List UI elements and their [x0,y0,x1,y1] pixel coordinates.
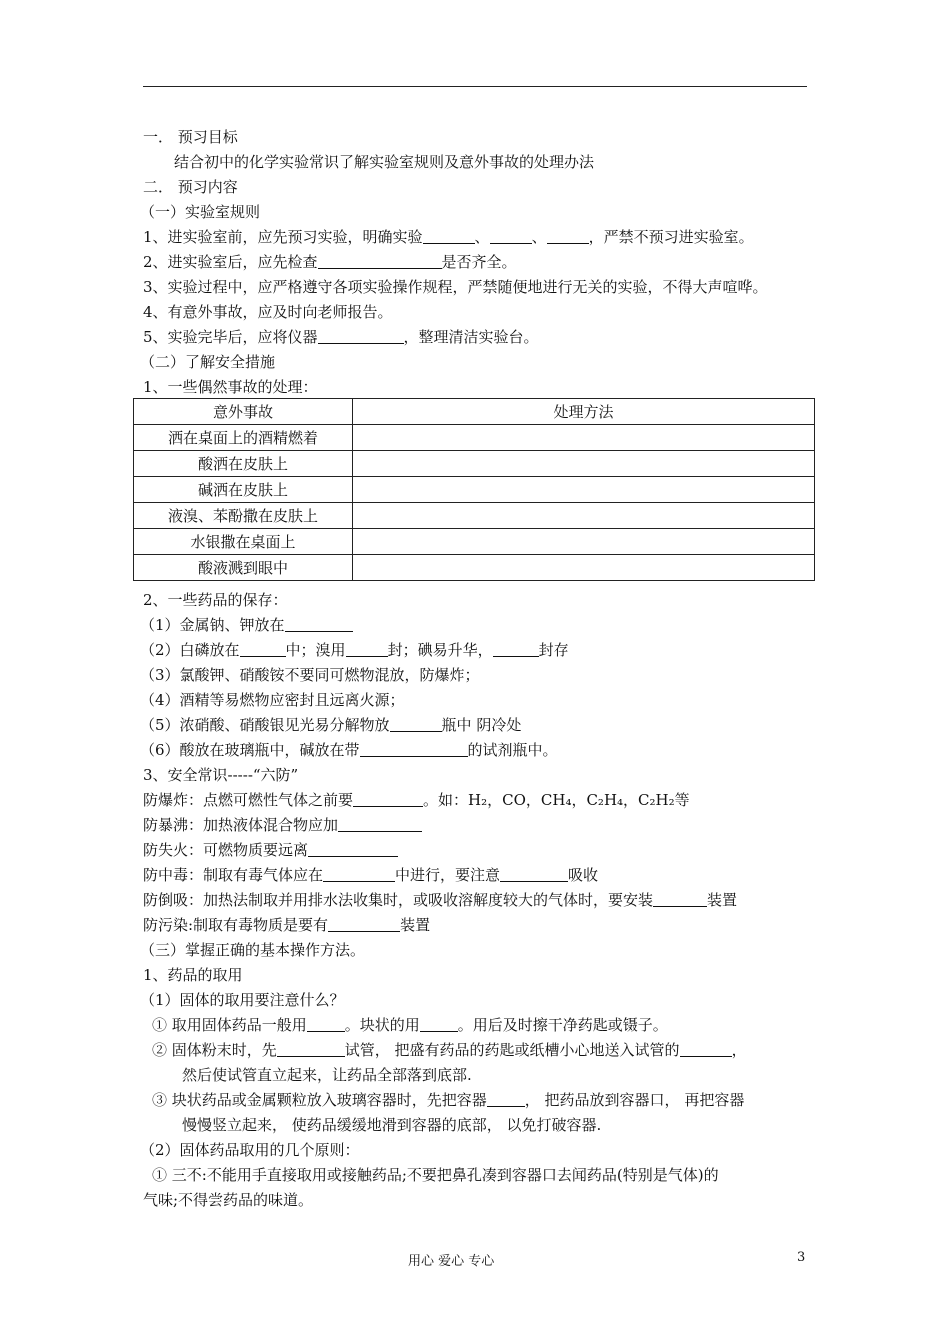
blank[interactable] [346,641,388,657]
rule-5: 5、实验完毕后，应将仪器 ，整理清洁实验台。 [143,328,539,346]
safety-boiling: 防暴沸：加热液体混合物应加 [143,815,422,835]
blank[interactable] [390,716,442,732]
solid-answer-2: ② 固体粉末时，先 试管， 把盛有药品的药匙或纸槽小心地送入试管的 ， [152,1041,747,1059]
blank[interactable] [277,1041,345,1057]
blank[interactable] [360,741,468,757]
table-row [134,451,815,477]
storage-4: （4）酒精等易燃物应密封且远离火源； [140,691,405,709]
method-cell[interactable] [353,425,815,451]
blank[interactable] [323,866,395,882]
blank[interactable] [420,1016,458,1032]
method-cell[interactable] [353,555,815,581]
blank[interactable] [487,1091,525,1107]
accident-cell: 液溴、苯酚撒在皮肤上 [134,503,353,529]
column-header: 意外事故 [134,399,353,425]
column-header: 处理方法 [353,399,815,425]
header-rule [143,86,807,87]
blank[interactable] [318,328,404,344]
accident-cell: 碱洒在皮肤上 [134,477,353,503]
method-cell[interactable] [353,451,815,477]
rule-2: 2、进实验室后，应先检查 是否齐全。 [143,253,517,271]
safety-fire: 防失火：可燃物质要远离 [143,840,398,860]
part-2-title: （二）了解安全措施 [140,353,276,371]
table-row [134,477,815,503]
solid-answer-2-cont: 然后使试管直立起来，让药品全部落到底部. [182,1066,472,1084]
section-2-title: 二． 预习内容 [143,178,238,196]
method-cell[interactable] [353,529,815,555]
blank[interactable] [307,1016,345,1032]
solid-answer-1: ① 取用固体药品一般用 。块状的用 。用后及时擦干净药匙或镊子。 [152,1016,668,1034]
table-header-row [134,399,815,425]
method-cell[interactable] [353,503,815,529]
table-row [134,503,815,529]
blank[interactable] [423,228,475,244]
table-row [134,529,815,555]
blank[interactable] [493,641,539,657]
footer-motto: 用心 爱心 专心 [408,1254,495,1269]
safety-backflow: 防倒吸：加热法制取并用排水法收集时，或吸收溶解度较大的气体时，要安装 装置 [143,891,738,909]
part-1-title: （一）实验室规则 [140,203,261,221]
rule-3: 3、实验过程中，应严格遵守各项实验操作规程，严禁随便地进行无关的实验，不得大声喧哗。 [143,278,768,296]
reagent-heading: 1、药品的取用 [143,966,243,984]
accident-cell: 洒在桌面上的酒精燃着 [134,425,353,451]
principle-1-cont: 气味;不得尝药品的味道。 [143,1191,314,1209]
blank[interactable] [338,816,422,832]
safety-pollution: 防污染:制取有毒物质是要有 装置 [143,916,431,934]
safety-poison: 防中毒：制取有毒气体应在 中进行，要注意 吸收 [143,866,599,884]
section-1-title: 一． 预习目标 [143,128,238,146]
blank[interactable] [240,641,286,657]
blank[interactable] [680,1041,732,1057]
table-row [134,425,815,451]
blank[interactable] [490,228,532,244]
section-1-text: 结合初中的化学实验常识了解实验室规则及意外事故的处理办法 [174,153,595,171]
principles-question: （2）固体药品取用的几个原则： [140,1141,360,1159]
solid-question: （1）固体的取用要注意什么？ [140,991,345,1009]
accident-cell: 酸洒在皮肤上 [134,451,353,477]
blank[interactable] [353,791,423,807]
safety-heading: 3、安全常识-----“六防” [143,766,299,784]
storage-3: （3）氯酸钾、硝酸铵不要同可燃物混放，防爆炸； [140,666,480,684]
blank[interactable] [308,841,398,857]
solid-answer-3: ③ 块状药品或金属颗粒放入玻璃容器时，先把容器 ， 把药品放到容器口， 再把容器 [152,1091,745,1109]
accident-heading: 1、一些偶然事故的处理： [143,378,318,396]
solid-answer-3-cont: 慢慢竖立起来， 使药品缓缓地滑到容器的底部， 以免打破容器. [182,1116,602,1134]
rule-4: 4、有意外事故，应及时向老师报告。 [143,303,393,321]
method-cell[interactable] [353,477,815,503]
storage-1: （1）金属钠、钾放在 [140,615,353,635]
storage-2: （2）白磷放在 中；溴用 封；碘易升华， 封存 [140,641,569,659]
blank[interactable] [285,616,353,632]
table-row [134,555,815,581]
storage-6: （6）酸放在玻璃瓶中，碱放在带 的试剂瓶中。 [140,741,558,759]
accident-cell: 水银撒在桌面上 [134,529,353,555]
blank[interactable] [547,228,589,244]
rule-1: 1、进实验室前，应先预习实验，明确实验 、 、 ，严禁不预习进实验室。 [143,228,754,246]
storage-5: （5）浓硝酸、硝酸银见光易分解物放 瓶中 阴冷处 [140,716,522,734]
blank[interactable] [500,866,568,882]
page-number: 3 [797,1250,806,1265]
principle-1: ① 三不:不能用手直接取用或接触药品;不要把鼻孔凑到容器口去闻药品(特别是气体)的 [152,1166,719,1184]
blank[interactable] [328,916,400,932]
accident-cell: 酸液溅到眼中 [134,555,353,581]
safety-explosion: 防爆炸：点燃可燃性气体之前要 。如：H₂，CO，CH₄，C₂H₄，C₂H₂等 [143,791,690,809]
accident-table [133,398,815,581]
storage-heading: 2、一些药品的保存： [143,591,288,609]
blank[interactable] [653,891,707,907]
blank[interactable] [318,253,442,269]
part-3-title: （三）掌握正确的基本操作方法。 [140,941,366,959]
